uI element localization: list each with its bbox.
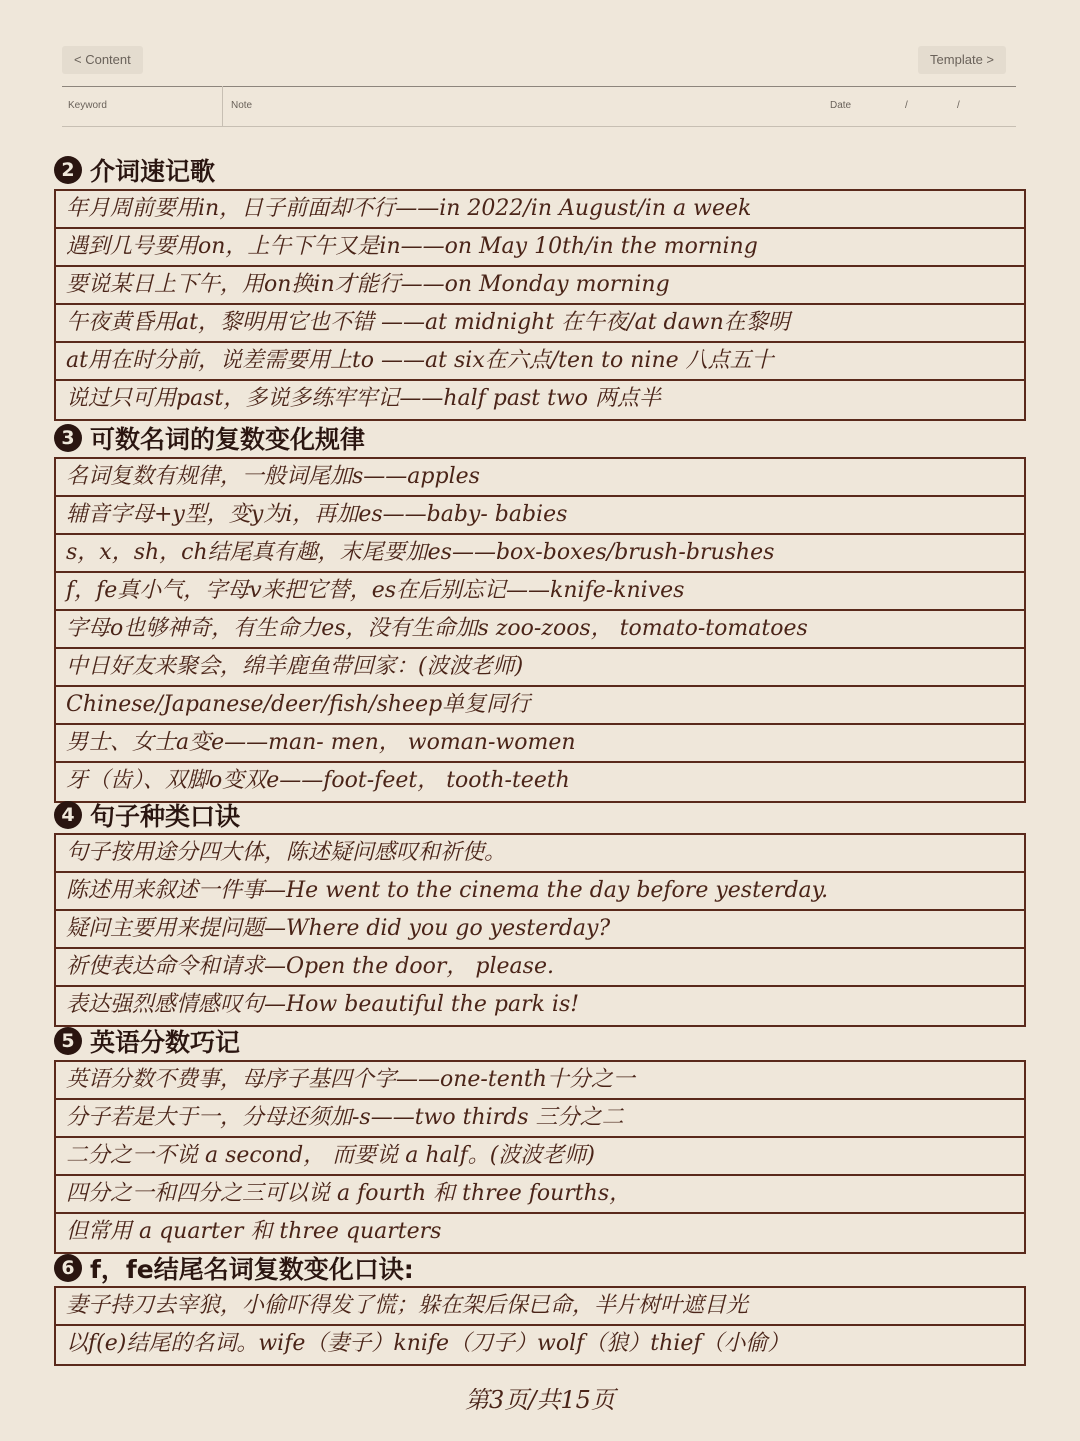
note-row: 但常用 a quarter 和 three quarters: [66, 1219, 442, 1244]
section-box-f-fe-plurals: [54, 1286, 1026, 1366]
note-row: 名词复数有规律，一般词尾加s——apples: [56, 459, 1024, 497]
note-row: 说过只可用past，多说多练牢牢记——half past two 两点半: [66, 386, 662, 411]
note-row: 陈述用来叙述一件事—He went to the cinema the day before yesterday.: [56, 873, 1024, 911]
top-bar: [62, 46, 1006, 74]
note-row: 以f(e)结尾的名词。wife（妻子）knife（刀子）wolf（狼）thief（小偷）: [66, 1331, 790, 1356]
section-number-badge: 5: [54, 1027, 82, 1055]
note-row: 疑问主要用来提问题—Where did you go yesterday?: [56, 911, 1024, 949]
note-row: f，fe真小气，字母v来把它替，es在后别忘记——knife-knives: [56, 573, 1024, 611]
note-row: Chinese/Japanese/deer/fish/sheep单复同行: [56, 687, 1024, 725]
section-title-f-fe-plurals: [54, 1253, 414, 1283]
section-box-fractions: [54, 1060, 1026, 1254]
note-row: 句子按用途分四大体，陈述疑问感叹和祈使。: [56, 835, 1024, 873]
note-row: 四分之一和四分之三可以说 a fourth 和 three fourths，: [56, 1176, 1024, 1214]
section-number-badge: 4: [54, 801, 82, 829]
date-label: Date: [830, 100, 852, 111]
section-title-fractions: [54, 1026, 240, 1056]
note-row: 分子若是大于一，分母还须加-s——two thirds 三分之二: [56, 1100, 1024, 1138]
note-label: Note: [231, 100, 253, 111]
template-next-button[interactable]: Template >: [918, 46, 1006, 74]
keyword-column-divider: [222, 86, 223, 126]
section-number-badge: 2: [54, 156, 82, 184]
page-number: 第3页/共15页: [465, 1386, 615, 1414]
section-title-plural-nouns: [54, 423, 365, 453]
section-box-prepositions: [54, 189, 1026, 421]
note-row: 二分之一不说 a second， 而要说 a half。(波波老师): [56, 1138, 1024, 1176]
note-row: 午夜黄昏用at，黎明用它也不错 ——at midnight 在午夜/at dawn在黎明: [56, 305, 1024, 343]
note-row: 中日好友来聚会，绵羊鹿鱼带回家：(波波老师): [56, 649, 1024, 687]
note-row: 辅音字母+y型，变y为i，再加es——baby- babies: [56, 497, 1024, 535]
section-title-prepositions: [54, 155, 215, 185]
note-row: at用在时分前，说差需要用上to ——at six在六点/ten to nine 八点五十: [56, 343, 1024, 381]
note-row: 表达强烈感情感叹句—How beautiful the park is!: [66, 992, 580, 1017]
section-box-sentence-types: [54, 833, 1026, 1027]
header-top-rule: [62, 86, 1016, 87]
date-separator: /: [957, 100, 960, 111]
note-row: 男士、女士a变e——man- men， woman-women: [56, 725, 1024, 763]
note-row: 英语分数不费事，母序子基四个字——one-tenth十分之一: [56, 1062, 1024, 1100]
section-title-text: 介词速记歌: [90, 157, 216, 186]
note-row: 妻子持刀去宰狼，小偷吓得发了慌；躲在架后保已命，半片树叶遮目光: [56, 1288, 1024, 1326]
section-number-badge: 3: [54, 424, 82, 452]
note-row: 祈使表达命令和请求—Open the door， please.: [56, 949, 1024, 987]
note-row: 遇到几号要用on，上午下午又是in——on May 10th/in the morning: [56, 229, 1024, 267]
note-row: s，x，sh，ch结尾真有趣，末尾要加es——box-boxes/brush-brushes: [56, 535, 1024, 573]
section-title-sentence-types: [54, 800, 240, 830]
note-row: 牙（齿）、双脚o变双e——foot-feet， tooth-teeth: [66, 768, 570, 793]
section-title-text: 可数名词的复数变化规律: [90, 425, 366, 454]
section-box-plural-nouns: [54, 457, 1026, 803]
section-title-text: 句子种类口诀: [90, 802, 241, 831]
date-separator: /: [905, 100, 908, 111]
keyword-label: Keyword: [68, 100, 107, 111]
content-back-button[interactable]: < Content: [62, 46, 143, 74]
note-row: 字母o也够神奇，有生命力es，没有生命加s zoo-zoos， tomato-tomatoes: [56, 611, 1024, 649]
section-title-text: 英语分数巧记: [90, 1028, 241, 1057]
header-bottom-rule: [62, 126, 1016, 127]
section-number-badge: 6: [54, 1254, 82, 1282]
note-row: 要说某日上下午，用on换in才能行——on Monday morning: [56, 267, 1024, 305]
section-title-text: f，fe结尾名词复数变化口诀:: [90, 1255, 414, 1284]
note-row: 年月周前要用in，日子前面却不行——in 2022/in August/in a week: [56, 191, 1024, 229]
